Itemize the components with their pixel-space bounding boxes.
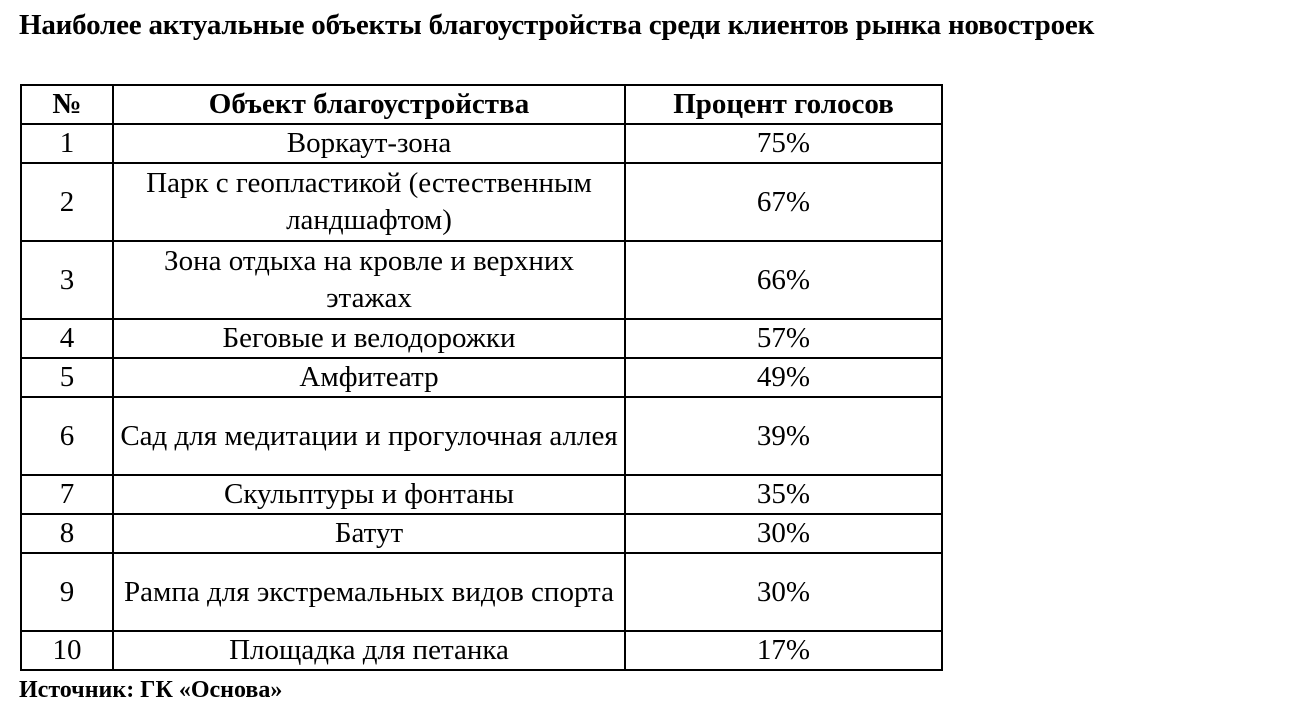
table-row bbox=[21, 397, 942, 475]
cell-number: 9 bbox=[21, 553, 113, 631]
table-header-row bbox=[21, 85, 942, 124]
table-row bbox=[21, 124, 942, 163]
cell-percent: 67% bbox=[625, 163, 942, 241]
cell-percent: 30% bbox=[625, 514, 942, 553]
cell-object: Сад для медитации и прогулочная аллея bbox=[113, 397, 625, 475]
cell-number: 3 bbox=[21, 241, 113, 319]
cell-percent: 35% bbox=[625, 475, 942, 514]
source-note: Источник: ГК «Основа» bbox=[19, 677, 283, 703]
table-row bbox=[21, 475, 942, 514]
table-row bbox=[21, 631, 942, 670]
table-row bbox=[21, 358, 942, 397]
cell-percent: 17% bbox=[625, 631, 942, 670]
cell-number: 7 bbox=[21, 475, 113, 514]
cell-percent: 39% bbox=[625, 397, 942, 475]
cell-object: Рампа для экстремальных видов спорта bbox=[113, 553, 625, 631]
cell-percent: 57% bbox=[625, 319, 942, 358]
page-title: Наиболее актуальные объекты благоустройства среди клиентов рынка новостроек bbox=[19, 9, 1095, 41]
cell-number: 8 bbox=[21, 514, 113, 553]
table-row bbox=[21, 553, 942, 631]
cell-number: 6 bbox=[21, 397, 113, 475]
cell-percent: 66% bbox=[625, 241, 942, 319]
cell-percent: 49% bbox=[625, 358, 942, 397]
cell-object: Парк с геопластикой (естественным ландшафтом) bbox=[113, 163, 625, 241]
column-header-object: Объект благоустройства bbox=[113, 85, 625, 124]
cell-percent: 30% bbox=[625, 553, 942, 631]
cell-number: 5 bbox=[21, 358, 113, 397]
table-row bbox=[21, 163, 942, 241]
cell-object: Батут bbox=[113, 514, 625, 553]
cell-object: Амфитеатр bbox=[113, 358, 625, 397]
cell-number: 4 bbox=[21, 319, 113, 358]
table-row bbox=[21, 319, 942, 358]
cell-percent: 75% bbox=[625, 124, 942, 163]
table-row bbox=[21, 241, 942, 319]
cell-object: Беговые и велодорожки bbox=[113, 319, 625, 358]
column-header-number: № bbox=[21, 85, 113, 124]
cell-number: 1 bbox=[21, 124, 113, 163]
cell-object: Воркаут-зона bbox=[113, 124, 625, 163]
cell-object: Скульптуры и фонтаны bbox=[113, 475, 625, 514]
data-table bbox=[20, 84, 943, 671]
table-row bbox=[21, 514, 942, 553]
cell-object: Зона отдыха на кровле и верхних этажах bbox=[113, 241, 625, 319]
cell-object: Площадка для петанка bbox=[113, 631, 625, 670]
cell-number: 10 bbox=[21, 631, 113, 670]
column-header-percent: Процент голосов bbox=[625, 85, 942, 124]
cell-number: 2 bbox=[21, 163, 113, 241]
